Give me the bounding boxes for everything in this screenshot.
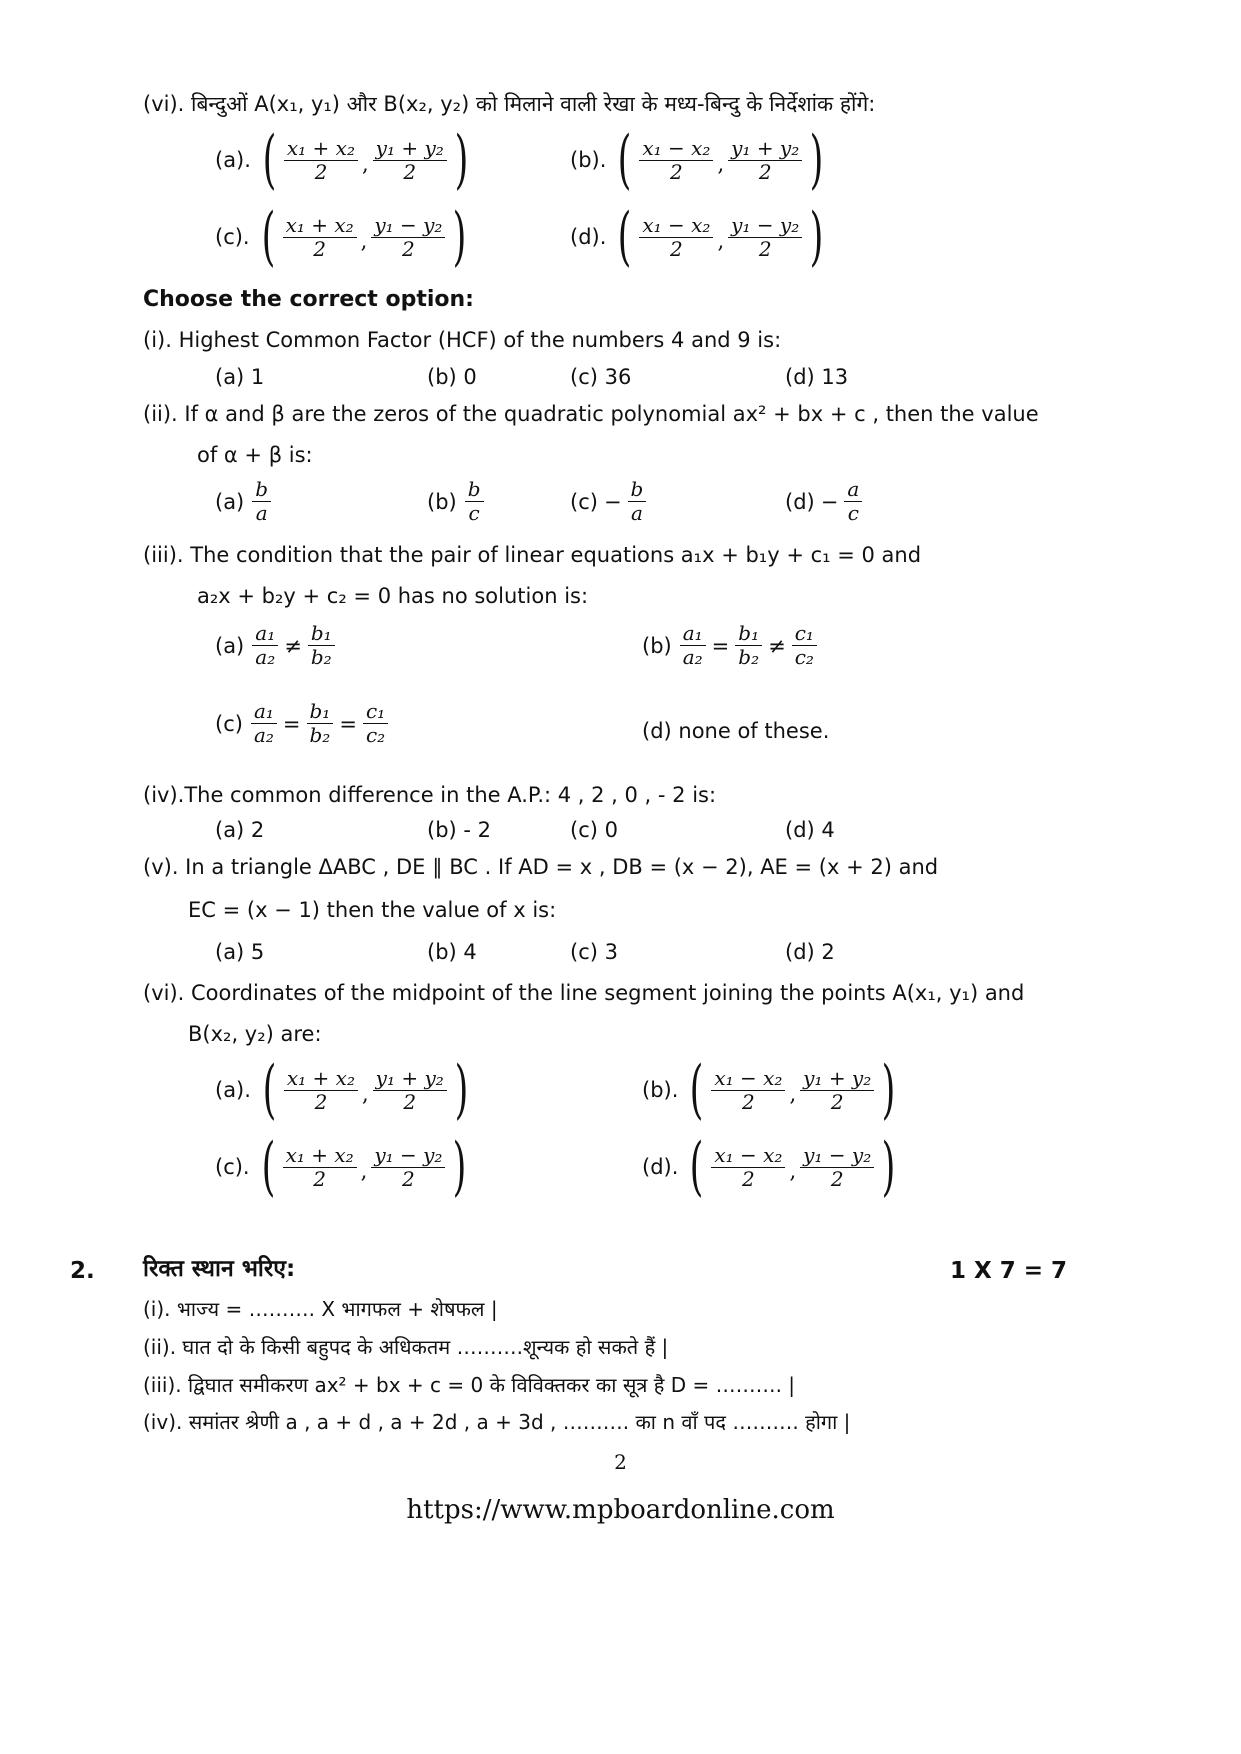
numerator: b <box>465 478 484 502</box>
numerator: b <box>628 478 647 502</box>
numerator: b <box>252 478 271 502</box>
question-vi-option-b: (b). ( $\frac{\text{x₁ − x₂}}{2}$ , $\frac{\text{y₁ + y₂}}{2}$ ) <box>642 1053 896 1127</box>
option-label: (d). <box>642 1155 679 1179</box>
question-iii-stem: (iii). The condition that the pair of linear equations a₁x + b₁y + c₁ = 0 and <box>143 543 922 567</box>
option-label: (c) <box>215 711 243 736</box>
option-label: (b) <box>642 633 672 658</box>
hindi-q-vi-option-d: (d). ( $\frac{\text{x₁ − x₂}}{2}$ , $\frac{\text{y₁ − y₂}}{2}$ ) <box>570 200 824 274</box>
question-ii-stem-cont: of α + β is: <box>197 443 313 467</box>
question-iii-option-d: (d) none of these. <box>642 719 830 743</box>
option-label: (a) <box>215 489 245 514</box>
question-iii-option-c: (c) $\frac{\text{a₁}}{\text{a₂}}$ = $\frac{\text{b₁}}{\text{b₂}}$ = $\frac{\text{c₁}}{\text{c₂}}$ <box>215 700 390 747</box>
question-v-option-d: (d) 2 <box>785 940 835 964</box>
option-label: (d). <box>570 225 607 249</box>
question-i-option-d: (d) 13 <box>785 365 849 389</box>
page-number: 2 <box>614 1450 627 1474</box>
section2-number: 2. <box>70 1258 95 1284</box>
denominator: a <box>255 501 268 525</box>
question-iv-option-b: (b) - 2 <box>427 818 492 842</box>
section2-marks: 1 X 7 = 7 <box>950 1258 1068 1284</box>
question-v-stem: (v). In a triangle ΔABC , DE ∥ BC . If AD = x , DB = (x − 2), AE = (x + 2) and <box>143 855 939 879</box>
option-label: (a). <box>215 148 251 172</box>
section2-heading: रिक्त स्थान भरिए: <box>143 1256 296 1282</box>
section2-item-ii: (ii). घात दो के किसी बहुपद के अधिकतम ……….शून्यक हो सकते हैं | <box>143 1335 669 1359</box>
question-ii-stem: (ii). If α and β are the zeros of the quadratic polynomial ax² + bx + c , then the value <box>143 402 1039 426</box>
question-iii-option-b: (b) $\frac{\text{a₁}}{\text{a₂}}$ = $\frac{\text{b₁}}{\text{b₂}}$ ≠ $\frac{\text{c₁}}{\text{c₂}}$ <box>642 622 819 669</box>
hindi-q-vi-option-c: (c). ( $\frac{\text{x₁ + x₂}}{2}$ , $\frac{\text{y₁ − y₂}}{2}$ ) <box>215 200 467 274</box>
option-label: (b). <box>642 1078 679 1102</box>
question-ii-option-c <box>570 478 648 525</box>
question-i-option-b: (b) 0 <box>427 365 477 389</box>
question-v-option-c: (c) 3 <box>570 940 618 964</box>
minus-sign: − <box>603 489 622 514</box>
section2-item-i: (i). भाज्य = ………. X भागफल + शेषफल | <box>143 1297 498 1321</box>
option-label: (b) <box>427 489 457 514</box>
question-iii-stem-cont: a₂x + b₂y + c₂ = 0 has no solution is: <box>197 584 589 608</box>
denominator: c <box>847 501 859 525</box>
option-label: (a). <box>215 1078 251 1102</box>
option-label: (c) <box>570 489 598 514</box>
question-vi-stem: (vi). Coordinates of the midpoint of the line segment joining the points A(x₁, y₁) and <box>143 981 1025 1005</box>
question-iv-option-a: (a) 2 <box>215 818 265 842</box>
denominator: a <box>630 501 643 525</box>
numerator: a <box>844 478 862 502</box>
footer-url[interactable]: https://www.mpboardonline.com <box>406 1495 835 1525</box>
question-iii-option-a: (a) $\frac{\text{a₁}}{\text{a₂}}$ ≠ $\frac{\text{b₁}}{\text{b₂}}$ <box>215 622 337 669</box>
section2-item-iv: (iv). समांतर श्रेणी a , a + d , a + 2d , a + 3d , ………. का n वाँ पद ………. होगा | <box>143 1410 851 1434</box>
question-ii-option-d <box>785 478 864 525</box>
question-v-stem-cont: EC = (x − 1) then the value of x is: <box>188 898 557 922</box>
option-label: (d) <box>785 489 815 514</box>
question-i-stem: (i). Highest Common Factor (HCF) of the numbers 4 and 9 is: <box>143 328 782 352</box>
section-heading: Choose the correct option: <box>143 287 474 312</box>
option-label: (a) <box>215 633 245 658</box>
denominator: c <box>468 501 480 525</box>
option-label: (c). <box>215 225 250 249</box>
question-vi-option-a: (a). ( $\frac{\text{x₁ + x₂}}{2}$ , $\frac{\text{y₁ + y₂}}{2}$ ) <box>215 1053 469 1127</box>
hindi-q-vi-option-a: (a). ( $\frac{\text{x₁ + x₂}}{2}$ , $\frac{\text{y₁ + y₂}}{2}$ ) <box>215 123 469 197</box>
question-v-option-b: (b) 4 <box>427 940 477 964</box>
option-label: (c). <box>215 1155 250 1179</box>
hindi-question-vi: (vi). बिन्दुओं A(x₁, y₁) और B(x₂, y₂) को मिलाने वाली रेखा के मध्य-बिन्दु के निर्देशांक होंगे: <box>143 92 876 116</box>
question-ii-option-b <box>427 478 486 525</box>
minus-sign: − <box>820 489 839 514</box>
question-iv-option-d: (d) 4 <box>785 818 835 842</box>
option-label: (b). <box>570 148 607 172</box>
question-vi-option-d: (d). ( $\frac{\text{x₁ − x₂}}{2}$ , $\frac{\text{y₁ − y₂}}{2}$ ) <box>642 1130 896 1204</box>
section2-item-iii: (iii). द्विघात समीकरण ax² + bx + c = 0 के विविक्तकर का सूत्र है D = ………. | <box>143 1373 796 1397</box>
question-ii-option-a <box>215 478 273 525</box>
question-i-option-c: (c) 36 <box>570 365 632 389</box>
hindi-q-vi-option-b: (b). ( $\frac{\text{x₁ − x₂}}{2}$ , $\frac{\text{y₁ + y₂}}{2}$ ) <box>570 123 824 197</box>
question-vi-stem-cont: B(x₂, y₂) are: <box>188 1022 322 1046</box>
question-vi-option-c: (c). ( $\frac{\text{x₁ + x₂}}{2}$ , $\frac{\text{y₁ − y₂}}{2}$ ) <box>215 1130 467 1204</box>
question-iv-option-c: (c) 0 <box>570 818 618 842</box>
question-i-option-a: (a) 1 <box>215 365 265 389</box>
question-v-option-a: (a) 5 <box>215 940 265 964</box>
question-iv-stem: (iv).The common difference in the A.P.: 4 , 2 , 0 , - 2 is: <box>143 783 717 807</box>
